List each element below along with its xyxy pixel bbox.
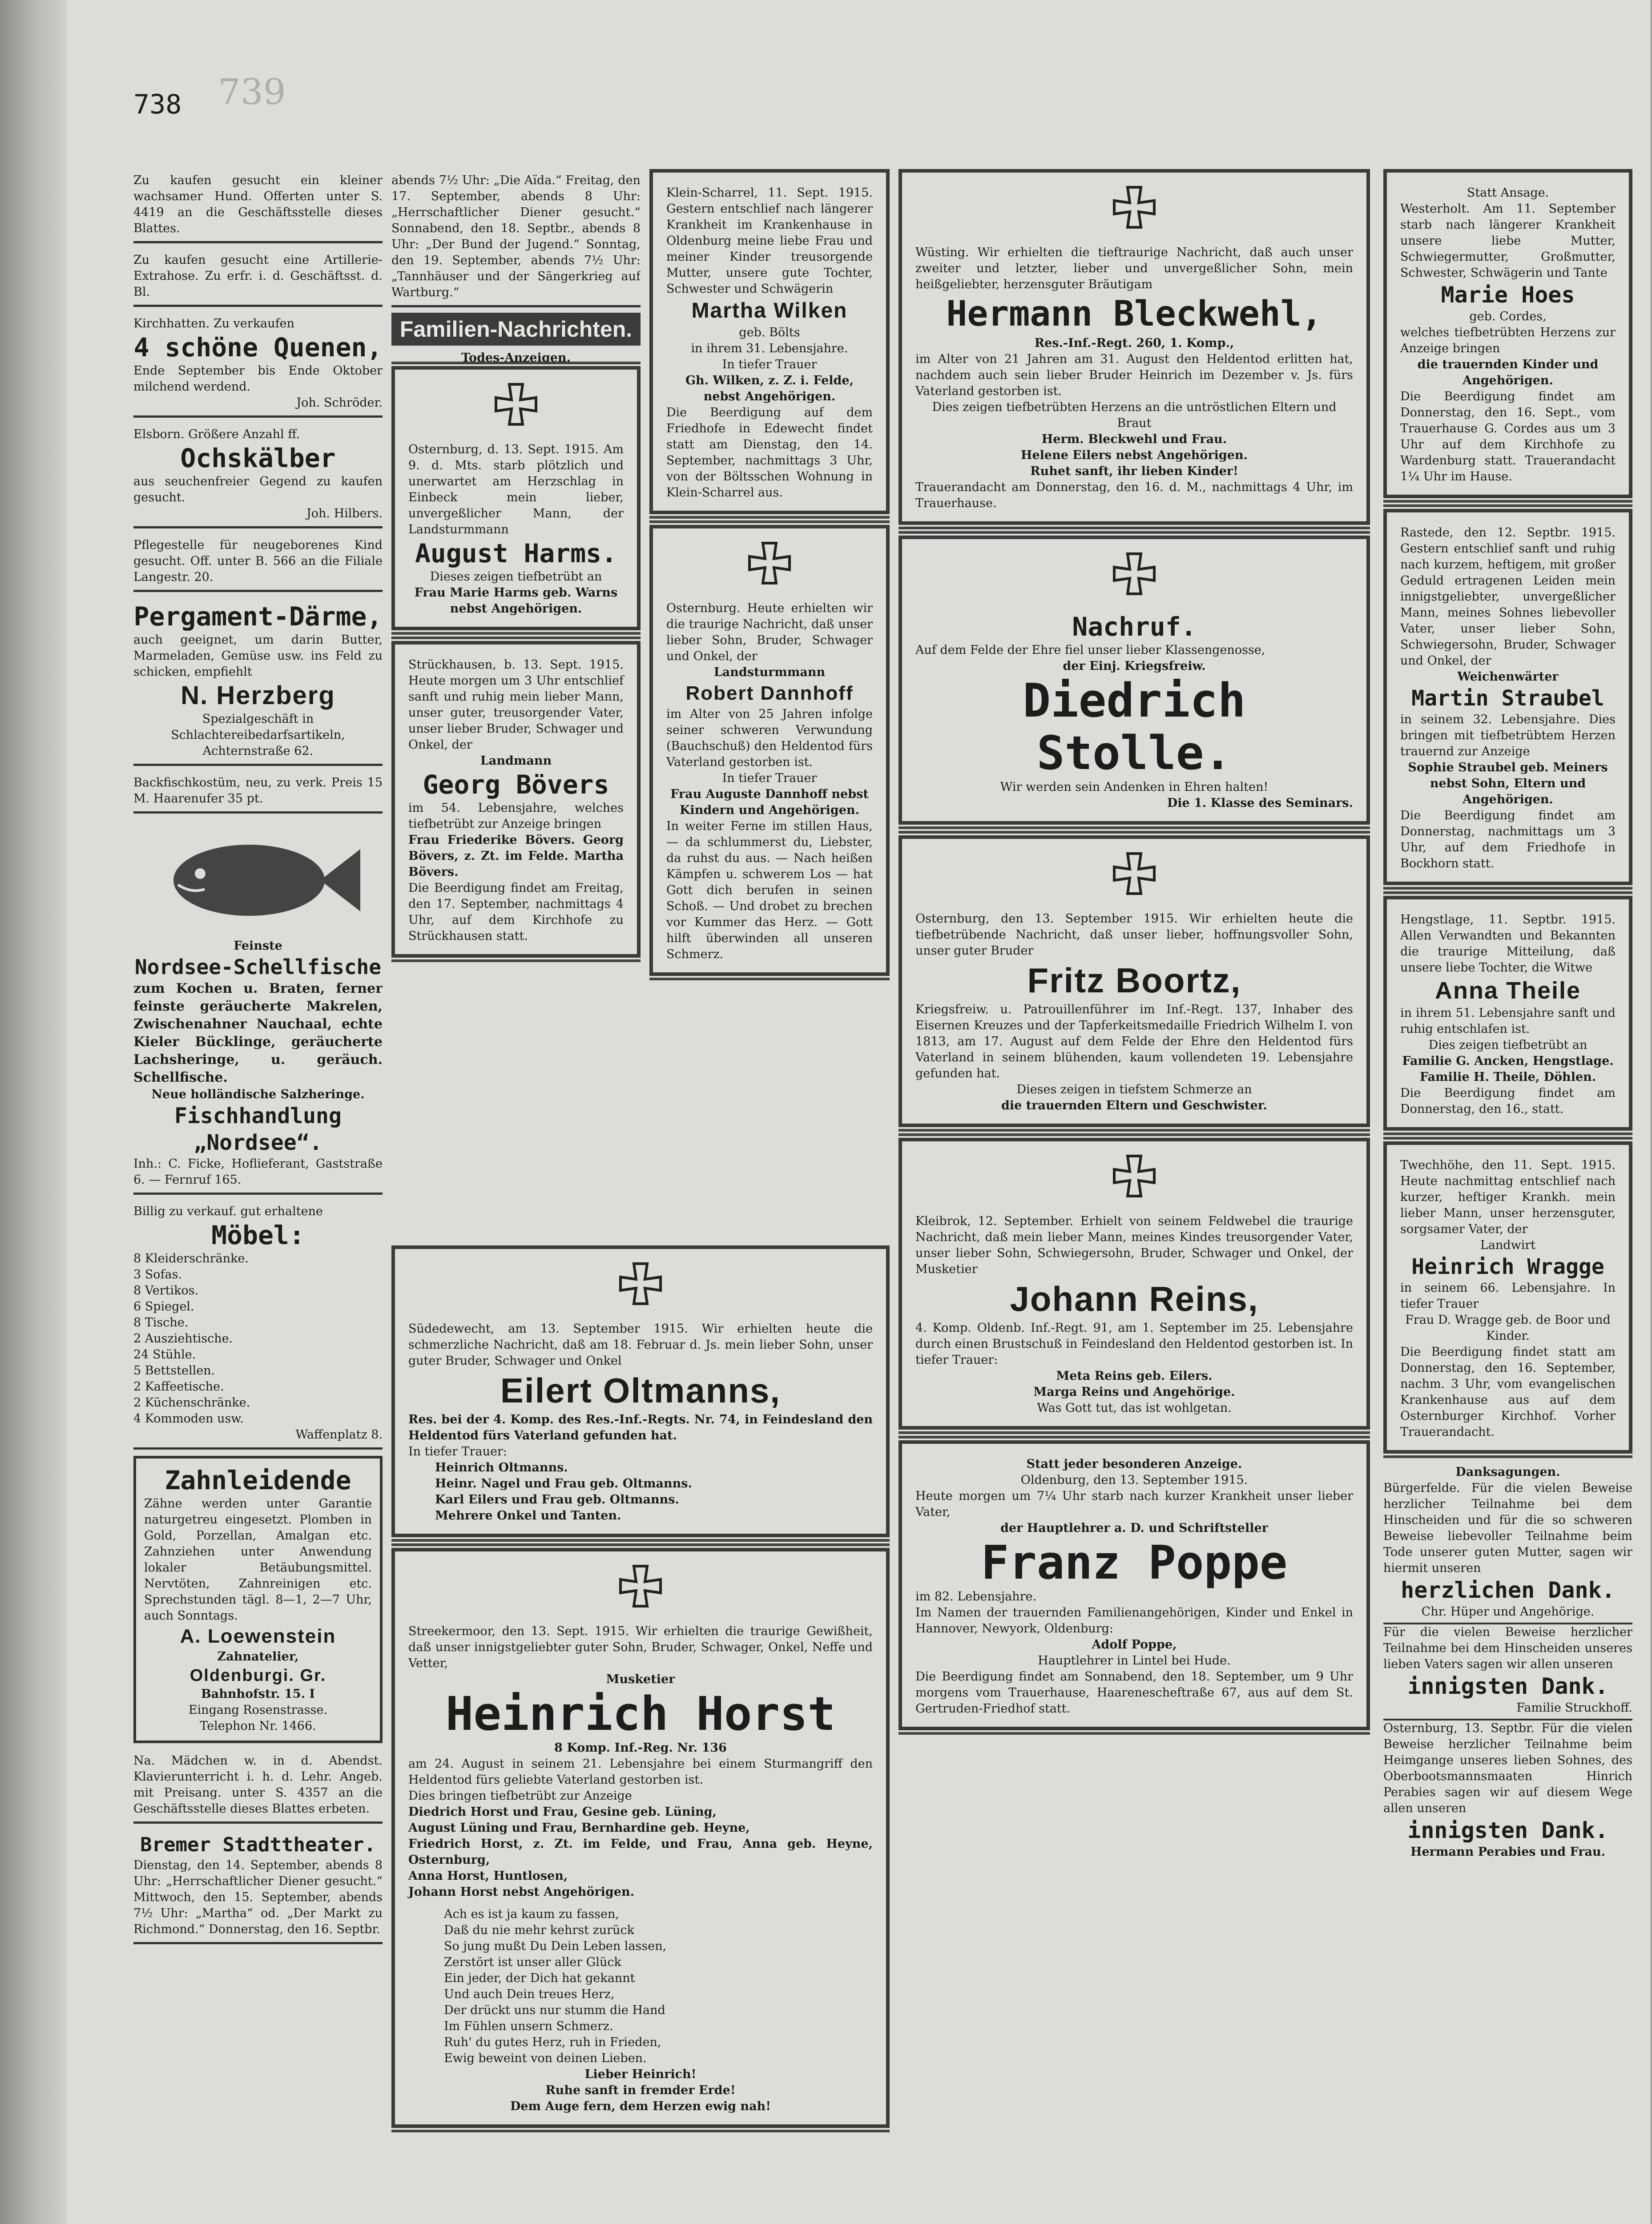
notice-sign: Frau D. Wragge geb. de Boor und Kinder. — [1405, 1313, 1611, 1343]
ad-theatre — [133, 1829, 383, 1944]
notice-title: Nachruf. — [1072, 612, 1197, 642]
ad-furniture-head: Billig zu verkauf. gut erhaltene — [133, 1205, 323, 1218]
column-3 — [649, 169, 890, 987]
notice-horst — [391, 1548, 890, 2128]
notice-sign: die trauernden Eltern und Geschwister. — [1001, 1099, 1267, 1112]
poem-line: Ach es ist ja kaum zu fassen, — [444, 1907, 619, 1921]
poem-line: Ewig beweint von deinen Lieben. — [444, 2051, 647, 2065]
notice-name: Georg Bövers — [423, 770, 609, 800]
ad-furniture-addr: Waffenplatz 8. — [295, 1428, 383, 1442]
notice-intro: Rastede, den 12. Septbr. 1915. Gestern entschlief sanft und ruhig nach kurzem, heftigem, mit großer Geduld ertragenen Leiden mein innigstgeliebter, unvergeßlicher Mann, meines Sohnes liebevoller Vater, unser lieber Sohn, Schwiegersohn, Bruder, Schwager und Onkel, der — [1400, 526, 1616, 668]
notice-name: Marie Hoes — [1441, 282, 1575, 308]
notice-name: August Harms. — [415, 538, 617, 568]
signature: August Lüning und Frau, Bernhardine geb. Heyne, — [408, 1821, 750, 1835]
iron-cross-icon — [743, 541, 796, 594]
list-item: 6 Spiegel. — [133, 1300, 194, 1313]
ad-calves-title: Ochskälber — [180, 443, 336, 473]
notice-intro: Klein-Scharrel, 11. Sept. 1915. Gestern entschlief nach längerer Krankheit im Krankenhause in Oldenburg meine liebe Frau und meiner Kinder treusorgende Mutter, unsere gute Tochter, Schwester und Schwägerin — [666, 186, 873, 296]
iron-cross-icon — [614, 1261, 667, 1315]
notice-stolle — [899, 536, 1370, 825]
ad-parchment-text: auch geeignet, um darin Butter, Marmeladen, Gemüse usw. ins Feld zu schicken, empfiehlt — [133, 633, 383, 679]
ad-fish — [133, 819, 383, 1195]
notice-sign: Die 1. Klasse des Seminars. — [1167, 796, 1353, 810]
ad-cows-head: Kirchhatten. Zu verkaufen — [133, 317, 295, 330]
fish-illustration — [151, 827, 365, 934]
notice-mourn: Dies zeigen tiefbetrübt an — [1428, 1038, 1588, 1052]
notice-poem — [408, 1906, 873, 2067]
notice-text: im Alter von 21 Jahren am 31. August den Heldentod erlitten hat, nachdem auch sein lieber Bruder Heinrich im Dezember v. Js. fürs Vaterland gestorben ist. — [915, 352, 1353, 398]
notice-reins — [899, 1138, 1370, 1430]
notice-bleckwehl — [899, 169, 1370, 525]
notice-name: Franz Poppe — [981, 1535, 1288, 1590]
notice-unit: Res.-Inf.-Regt. 260, 1. Komp., — [1034, 336, 1234, 350]
notice-name: Martha Wilken — [691, 299, 848, 322]
notice-text: 4. Komp. Oldenb. Inf.-Regt. 91, am 1. September im 25. Lebensjahre durch einen Brustschuß in Feindesland den Heldentod gestorben ist. In tiefer Trauer: — [915, 1321, 1353, 1367]
notice-text: in seinem 66. Lebensjahre. In tiefer Trauer — [1400, 1281, 1616, 1311]
notice-sign: die trauernden Kinder und Angehörigen. — [1417, 358, 1599, 387]
notice-rank: Landsturmmann — [713, 665, 826, 679]
notice-intro: Streekermoor, den 13. Sept. 1915. Wir erhielten die traurige Gewißheit, daß unser innigstgeliebter guter Sohn, Bruder, Schwager, Onkel, Neffe und Vetter, — [408, 1624, 873, 1670]
notice-rank: der Hauptlehrer a. D. und Schriftsteller — [1000, 1521, 1268, 1535]
notice-intro: Twechhöhe, den 11. Sept. 1915. Heute nachmittag entschlief nach kurzer, heftiger Krankh. mein lieber Mann, unser herzensguter, sorgsamer Vater, der — [1400, 1158, 1616, 1236]
notice-text: Kriegsfreiw. u. Patrouillenführer im Inf.-Regt. 137, Inhaber des Eisernen Kreuzes und der Tapferkeitsmedaille Friedrich Wilhelm I. von 1813, am 17. August auf dem Felde der Ehre den Heldentod fürs Vaterland in seinem blühenden, kaum vollendeten 19. Lebensjahre gefunden hat. — [915, 1003, 1353, 1080]
notice-poem: In weiter Ferne im stillen Haus, — da schlummerst du, Liebster, da ruhst du aus. — Nach heißen Kämpfen u. schwerem Los — hat Gott dich berufen in seinen Schoß. — Und drobet zu brechen vor Kummer das Herz. — Gott hilft überwinden all unseren Schmerz. — [666, 819, 873, 961]
ad-dog: Zu kaufen gesucht ein kleiner wachsamer Hund. Offerten unter S. 4419 an die Geschäftsstelle dieses Blattes. — [133, 169, 383, 243]
notice-mourn: In tiefer Trauer: — [408, 1445, 507, 1458]
notice-theile — [1383, 896, 1632, 1131]
ad-fish-title: Nordsee-Schellfische — [135, 955, 381, 979]
ad-calves-sign: Joh. Hilbers. — [306, 507, 383, 520]
ad-fish-firm: Fischhandlung „Nordsee“. — [174, 1104, 342, 1155]
notice-rank: Weichenwärter — [1457, 670, 1559, 684]
iron-cross-icon — [1108, 1154, 1161, 1207]
signature: Mehrere Onkel und Tanten. — [435, 1509, 621, 1523]
notice-sign: Adolf Poppe, — [1092, 1638, 1177, 1652]
notice-intro: Heute morgen um 7¼ Uhr starb nach kurzer Krankheit unser lieber Vater, — [915, 1489, 1353, 1519]
signature: Johann Horst nebst Angehörigen. — [408, 1885, 634, 1899]
notice-funeral: Die Beerdigung findet am Sonnabend, den 18. September, um 9 Uhr morgens vom Trauerhause, Haarenescheftraße 67, aus auf dem St. Gertruden-Friedhof statt. — [915, 1670, 1353, 1716]
notice-name: Eilert Oltmanns, — [500, 1371, 781, 1410]
signature: Heinrich Oltmanns. — [435, 1461, 568, 1475]
notice-text: im 54. Lebensjahre, welches tiefbetrübt zur Anzeige bringen — [408, 801, 624, 831]
notice-wragge — [1383, 1141, 1632, 1454]
ad-dentist — [133, 1456, 383, 1743]
notice-funeral: Die Beerdigung findet am Donnerstag, den 16. Sept., vom Trauerhause G. Cordes aus um 3 Uhr auf dem Kirchhofe zu Wardenburg statt. Trauerandacht 1¼ Uhr im Hause. — [1400, 390, 1616, 483]
ad-parchment-sub: Spezialgeschäft in Schlachtereibedarfsartikeln, Achternstraße 62. — [171, 712, 345, 758]
ad-dentist-sub: Zahnatelier, — [217, 1650, 299, 1664]
notice-rest: Ruhet sanft, ihr lieben Kinder! — [1030, 464, 1238, 478]
ad-trousers: Zu kaufen gesucht eine Artillerie-Extrahose. Zu erfr. i. d. Geschäftsst. d. Bl. — [133, 249, 383, 307]
ad-furniture-title: Möbel: — [211, 1220, 305, 1250]
notice-sign: Frau Auguste Dannhoff nebst Kindern und Angehörigen. — [670, 787, 869, 817]
notice-mourn: In tiefer Trauer — [722, 358, 817, 371]
notice-intro: Auf dem Felde der Ehre fiel unser lieber Klassengenosse, — [915, 643, 1265, 657]
section-subtitle: Todes-Anzeigen. — [461, 351, 571, 365]
signature: Marga Reins und Angehörige. — [1033, 1385, 1235, 1399]
final-line: Dem Auge fern, dem Herzen ewig nah! — [510, 2099, 771, 2113]
notice-bring: Dieses zeigen in tiefstem Schmerze an — [1016, 1083, 1252, 1096]
ad-dentist-addr: Bahnhofstr. 15. I — [201, 1687, 315, 1701]
notice-rank: der Einj. Kriegsfreiw. — [1063, 659, 1206, 673]
ad-piano: Na. Mädchen w. in d. Abendst. Klavierunterricht i. h. d. Lehr. Angeb. mit Preisang. unter S. 4357 an die Geschäftsstelle dieses Blattes erbeten. — [133, 1749, 383, 1824]
thanks-sign: Hermann Perabies und Frau. — [1410, 1845, 1605, 1859]
notice-rank: Musketier — [606, 1672, 675, 1686]
notice-closing: Lieber Heinrich! — [584, 2067, 697, 2081]
notice-dannhoff — [649, 525, 890, 976]
notice-rank: Landwirt — [1480, 1238, 1536, 1252]
notice-rank: Landmann — [480, 754, 552, 768]
notice-sign: Frau Marie Harms geb. Warns nebst Angehörigen. — [414, 586, 618, 616]
notice-unit: 8 Komp. Inf.-Reg. Nr. 136 — [554, 1741, 727, 1755]
thanks-title: innigsten Dank. — [1407, 1817, 1608, 1843]
notice-text: Im Namen der trauernden Familienangehörigen, Kinder und Enkel in Hannover, Newyork, Oldenburg: — [915, 1606, 1353, 1636]
notice-funeral: Die Beerdigung findet statt am Donnerstag, den 16. September, nachm. 3 Uhr, vom evangelischen Krankenhause aus auf dem Osternburger Kirchhof. Vorher Trauerandacht. — [1400, 1345, 1616, 1439]
center-column — [391, 1245, 890, 2139]
column-2 — [391, 169, 641, 968]
notice-text: Dieses zeigen tiefbetrübt an — [430, 570, 602, 584]
ad-dentist-name: A. Loewenstein — [180, 1625, 336, 1647]
signature: Heinr. Nagel und Frau geb. Oltmanns. — [435, 1477, 692, 1491]
iron-cross-icon — [1108, 851, 1161, 905]
notice-sign: Sophie Straubel geb. Meiners nebst Sohn, Eltern und Angehörigen. — [1408, 761, 1608, 806]
notice-intro: Kleibrok, 12. September. Erhielt von seinem Feldwebel die traurige Nachricht, daß mein lieber Mann, meines Kindes treusorgender Vater, unser lieber Sohn, Schwiegersohn, Bruder, Schwager und Onkel, der Musketier — [915, 1214, 1353, 1276]
signature: Friedrich Horst, z. Zt. im Felde, und Frau, Anna geb. Heyne, Osternburg, — [408, 1837, 873, 1867]
signature: Anna Horst, Huntlosen, — [408, 1869, 568, 1883]
iron-cross-icon — [1108, 185, 1161, 238]
ad-dentist-city: Oldenburgi. Gr. — [189, 1666, 326, 1685]
faded-stamp: 739 — [218, 71, 286, 113]
ad-calves-text: aus seuchenfreier Gegend zu kaufen gesucht. — [133, 475, 383, 504]
thanks-text: Osternburg, 13. Septbr. Für die vielen Beweise herzlicher Teilnahme beim Heimgange unseres lieben Sohnes, des Oberbootsmannsmaaten Hinrich Perabies sagen wir auf diesem Wege allen unseren — [1383, 1721, 1632, 1815]
ad-fish-addr: Inh.: C. Ficke, Hoflieferant, Gaststraße 6. — Fernruf 165. — [133, 1157, 383, 1187]
notice-intro: Westerholt. Am 11. September starb nach längerer Krankheit unsere liebe Mutter, Schwiegermutter, Großmutter, Schwester, Schwägerin und Tante — [1400, 202, 1616, 280]
notice-born: geb. Cordes, — [1469, 310, 1547, 323]
ad-fish-head: Feinste — [234, 939, 282, 953]
list-item: 2 Ausziehtische. — [133, 1332, 233, 1346]
notice-oltmanns — [391, 1245, 890, 1537]
notice-born: geb. Bölts — [739, 326, 800, 339]
notice-name: Martin Straubel — [1411, 686, 1604, 711]
poem-line: So jung mußt Du Dein Leben lassen, — [444, 1939, 667, 1953]
section-banner: Familien-Nachrichten. — [391, 313, 641, 346]
signature: Diedrich Horst und Frau, Gesine geb. Lüning, — [408, 1805, 717, 1819]
ad-calves — [133, 423, 383, 528]
notice-funeral: Die Beerdigung findet am Donnerstag, nachmittags um 3 Uhr, auf dem Friedhofe in Bockhorn statt. — [1400, 809, 1616, 870]
notice-text: am 24. August in seinem 21. Lebensjahre bei einem Sturmangriff den Heldentod fürs geliebte Vaterland gestorben ist. — [408, 1757, 873, 1787]
notice-sign — [408, 1804, 873, 1900]
poem-line: Im Fühlen unsern Schmerz. — [444, 2019, 613, 2033]
thanks-head: Danksagungen. — [1455, 1465, 1560, 1479]
ad-cows-title: 4 schöne Quenen, — [133, 332, 383, 363]
list-item: 8 Vertikos. — [133, 1284, 199, 1297]
ad-foster: Pflegestelle für neugeborenes Kind gesucht. Off. unter B. 566 an die Filiale Langestr. 20. — [133, 534, 383, 592]
notice-intro: Osternburg, den 13. September 1915. Wir erhielten heute die tiefbetrübende Nachricht, daß unser lieber, hoffnungsvoller Sohn, unser guter Bruder — [915, 912, 1353, 958]
notice-head: Statt Ansage. — [1467, 186, 1549, 200]
signature: Helene Eilers nebst Angehörigen. — [1020, 448, 1248, 462]
notice-funeral: Die Beerdigung auf dem Friedhofe in Edewecht findet statt am Dienstag, den 14. September, nachmittags 3 Uhr, von der Böltsschen Wohnung in Klein-Scharrel aus. — [666, 406, 873, 500]
ad-furniture — [133, 1200, 383, 1450]
notice-poppe — [899, 1440, 1370, 1730]
notice-name: Hermann Bleckwehl, — [946, 294, 1322, 334]
notice-mourn: In tiefer Trauer — [722, 771, 817, 785]
poem-line: Der drückt uns nur stumm die Hand — [444, 2003, 665, 2017]
ad-fish-new: Neue holländische Salzheringe. — [151, 1088, 365, 1101]
column-5 — [1383, 169, 1632, 1860]
notice-date: Oldenburg, den 13. September 1915. — [1020, 1473, 1248, 1487]
ad-parchment-firm: N. Herzberg — [181, 681, 335, 710]
iron-cross-icon — [1108, 552, 1161, 605]
signature: Karl Eilers und Frau geb. Oltmanns. — [435, 1493, 679, 1507]
ad-cows-sign: Joh. Schröder. — [296, 396, 383, 410]
notice-funeral: Die Beerdigung findet am Freitag, den 17. September, nachmittags 4 Uhr, auf dem Kirchhofe zu Strückhausen statt. — [408, 881, 624, 943]
notice-boortz — [899, 835, 1370, 1127]
notice-sign — [915, 1368, 1353, 1400]
notice-bring: Dies bringen tiefbetrübt zur Anzeige — [408, 1789, 632, 1803]
list-item: 5 Bettstellen. — [133, 1364, 215, 1378]
notice-name: Heinrich Horst — [445, 1687, 836, 1741]
notice-text: welches tiefbetrübten Herzens zur Anzeige bringen — [1400, 326, 1616, 355]
final-line: Ruhe sanft in fremder Erde! — [545, 2083, 736, 2097]
theatre-continued: abends 7½ Uhr: „Die Aïda.“ Freitag, den 17. September, abends 8 Uhr: „Herrschaftlicher Diener gesucht.“ Sonnabend, den 18. Septbr., abends 8 Uhr: „Der Bund der Jugend.“ Sonntag, den 19. September, abends 7½ Uhr: „Tannhäuser und der Sängerkrieg auf Wartburg.“ — [391, 169, 641, 307]
notice-funeral: Die Beerdigung findet am Donnerstag, den 16., statt. — [1400, 1086, 1616, 1116]
notice-name: Robert Dannhoff — [685, 682, 854, 704]
ad-parchment-title: Pergament-Därme, — [133, 601, 383, 632]
notice-name: Fritz Boortz, — [1027, 961, 1241, 1000]
notice-straubel — [1383, 509, 1632, 885]
ad-dentist-tel: Telephon Nr. 1466. — [200, 1719, 316, 1733]
ad-dentist-title: Zahnleidende — [165, 1465, 351, 1495]
notice-text: Res. bei der 4. Komp. des Res.-Inf.-Regts. Nr. 74, in Feindesland den Heldentod fürs Vaterland gefunden hat. — [408, 1413, 873, 1442]
thanks-section — [1383, 1464, 1632, 1860]
notice-sign: Gh. Wilken, z. Z. i. Felde, nebst Angehörigen. — [685, 374, 854, 403]
notice-sign — [408, 1460, 873, 1524]
paper-edge — [0, 0, 67, 2224]
notice-intro: Wüsting. Wir erhielten die tieftraurige Nachricht, daß auch unser zweiter und letzter, lieber und unvergeßlicher Sohn, mein heißgeliebter, herzensguter Bräutigam — [915, 246, 1353, 291]
notice-name: Johann Reins, — [1010, 1279, 1259, 1318]
notice-text: Wir werden sein Andenken in Ehren halten! — [1000, 780, 1269, 794]
list-item: 2 Küchenschränke. — [133, 1396, 250, 1410]
thanks-text: Für die vielen Beweise herzlicher Teilnahme bei dem Hinscheiden unseres lieben Vaters sagen wir allen unseren — [1383, 1625, 1632, 1671]
ad-theatre-title: Bremer Stadttheater. — [140, 1833, 376, 1856]
notice-intro: Strückhausen, b. 13. Sept. 1915. Heute morgen um 3 Uhr entschlief sanft und ruhig mein lieber Mann, unser guter, treusorgender Vater, unser lieber Bruder, Schwager und Onkel, der — [408, 658, 624, 752]
list-item: 8 Tische. — [133, 1316, 189, 1330]
list-item: 4 Kommoden usw. — [133, 1412, 244, 1426]
ad-fish-text: zum Kochen u. Braten, ferner feinste geräucherte Makrelen, Zwischenahner Nauchaal, echte Kieler Bücklinge, geräucherte Lachsheringe, u. geräuch. Schellfische. — [133, 981, 383, 1085]
poem-line: Daß du nie mehr kehrst zurück — [444, 1923, 634, 1937]
notice-name: Heinrich Wragge — [1411, 1254, 1604, 1279]
ad-furniture-list — [133, 1251, 383, 1427]
page-number: 738 — [133, 89, 182, 120]
notice-bring: Dies zeigen tiefbetrübten Herzens an die untröstlichen Eltern und Braut — [932, 400, 1337, 430]
list-item: 3 Sofas. — [133, 1268, 182, 1281]
notice-intro: Osternburg, d. 13. Sept. 1915. Am 9. d. Mts. starb plötzlich und unerwartet am Herzschlag in Einbeck mein lieber, unvergeßlicher Mann, der Landsturmmann — [408, 443, 624, 536]
notice-head: Statt jeder besonderen Anzeige. — [1026, 1457, 1242, 1471]
notice-sign — [915, 431, 1353, 463]
ad-dentist-text: Zähne werden unter Garantie naturgetreu eingesetzt. Plomben in Gold, Porzellan, Amalgan etc. Zahnziehen unter Anwendung lokaler Betäubungsmittel. Nervtöten, Zahnreinigen etc. Sprechstunden tägl. 8—1, 2—7 Uhr, auch Sonntags. — [144, 1497, 372, 1623]
ad-costume: Backfischkostüm, neu, zu verk. Preis 15 M. Haarenufer 35 pt. — [133, 771, 383, 814]
signature: Herm. Bleckwehl und Frau. — [1041, 432, 1227, 446]
notice-final — [408, 2083, 873, 2115]
thanks-text: Bürgerfelde. Für die vielen Beweise herzlicher Teilnahme bei dem Hinscheiden und für die so schweren Beweise liebevoller Teilnahme beim Tode unserer guten Mutter, sagen wir hiermit unseren — [1383, 1481, 1632, 1575]
poem-line: Und auch Dein treues Herz, — [444, 1987, 615, 2001]
notice-wilken — [649, 169, 890, 514]
notice-intro: Südedewecht, am 13. September 1915. Wir erhielten heute die schmerzliche Nachricht, daß am 18. Februar d. Js. mein lieber Sohn, unser guter Bruder, Schwager und Onkel — [408, 1322, 873, 1368]
notice-age: in ihrem 31. Lebensjahre. — [691, 342, 848, 355]
ad-cows — [133, 312, 383, 418]
notice-text: in ihrem 51. Lebensjahre sanft und ruhig entschlafen ist. — [1400, 1006, 1616, 1036]
iron-cross-icon — [489, 382, 543, 435]
notice-text: in seinem 32. Lebensjahre. Dies bringen mit tiefbetrübtem Herzen trauernd zur Anzeige — [1400, 713, 1616, 758]
ad-calves-head: Elsborn. Größere Anzahl ff. — [133, 427, 300, 441]
list-item: 8 Kleiderschränke. — [133, 1252, 249, 1265]
ad-theatre-text: Dienstag, den 14. September, abends 8 Uhr: „Herrschaftlicher Diener gesucht.“ Mittwoch, den 15. September, abends 7½ Uhr: „Martha“ od. „Der Markt zu Richmond.“ Donnerstag, den 16. Septbr. — [133, 1858, 383, 1936]
poem-line: Ruh' du gutes Herz, ruh in Frieden, — [444, 2035, 661, 2049]
thanks-sign: Chr. Hüper und Angehörige. — [1383, 1604, 1632, 1624]
ad-dentist-entry: Eingang Rosenstrasse. — [188, 1703, 328, 1717]
notice-name: Anna Theile — [1434, 977, 1581, 1004]
notice-service: Trauerandacht am Donnerstag, den 16. d. M., nachmittags 4 Uhr, im Trauerhause. — [915, 480, 1353, 510]
notice-hoes — [1383, 169, 1632, 498]
poem-line: Ein jeder, der Dich hat gekannt — [444, 1971, 635, 1985]
thanks-title: innigsten Dank. — [1407, 1673, 1608, 1699]
ad-parchment — [133, 597, 383, 766]
notice-quote: Was Gott tut, das ist wohlgetan. — [1037, 1401, 1232, 1415]
notice-intro: Osternburg. Heute erhielten wir die traurige Nachricht, daß unser lieber Sohn, Bruder, Schwager und Onkel, der — [666, 601, 873, 663]
column-ads — [133, 169, 383, 1950]
signature: Meta Reins geb. Eilers. — [1056, 1369, 1213, 1383]
notice-age: im 82. Lebensjahre. — [915, 1590, 1037, 1604]
thanks-title: herzlichen Dank. — [1401, 1577, 1615, 1603]
column-4 — [899, 169, 1370, 1741]
iron-cross-icon — [614, 1564, 667, 1617]
notice-sign: Familie G. Ancken, Hengstlage. Familie H. Theile, Döhlen. — [1402, 1054, 1614, 1084]
notice-text: im Alter von 25 Jahren infolge seiner schweren Verwundung (Bauchschuß) den Heldentod fürs Vaterland gestorben ist. — [666, 707, 873, 769]
notice-sign: Frau Friederike Bövers. Georg Bövers, z. Zt. im Felde. Martha Bövers. — [408, 833, 624, 879]
list-item: 24 Stühle. — [133, 1348, 196, 1362]
notice-harms — [391, 366, 641, 630]
poem-line: Zerstört ist unser aller Glück — [444, 1955, 621, 1969]
notice-intro: Hengstlage, 11. Septbr. 1915. Allen Verwandten und Bekannten die traurige Mitteilung, daß unsere liebe Tochter, die Witwe — [1400, 913, 1616, 975]
thanks-sign: Familie Struckhoff. — [1383, 1700, 1632, 1720]
list-item: 2 Kaffeetische. — [133, 1380, 224, 1394]
notice-name: Diedrich Stolle. — [1023, 673, 1246, 780]
notice-sign-sub: Hauptlehrer in Lintel bei Hude. — [1038, 1654, 1231, 1668]
notice-boevers — [391, 641, 641, 958]
ad-cows-text: Ende September bis Ende Oktober milchend werdend. — [133, 364, 383, 394]
